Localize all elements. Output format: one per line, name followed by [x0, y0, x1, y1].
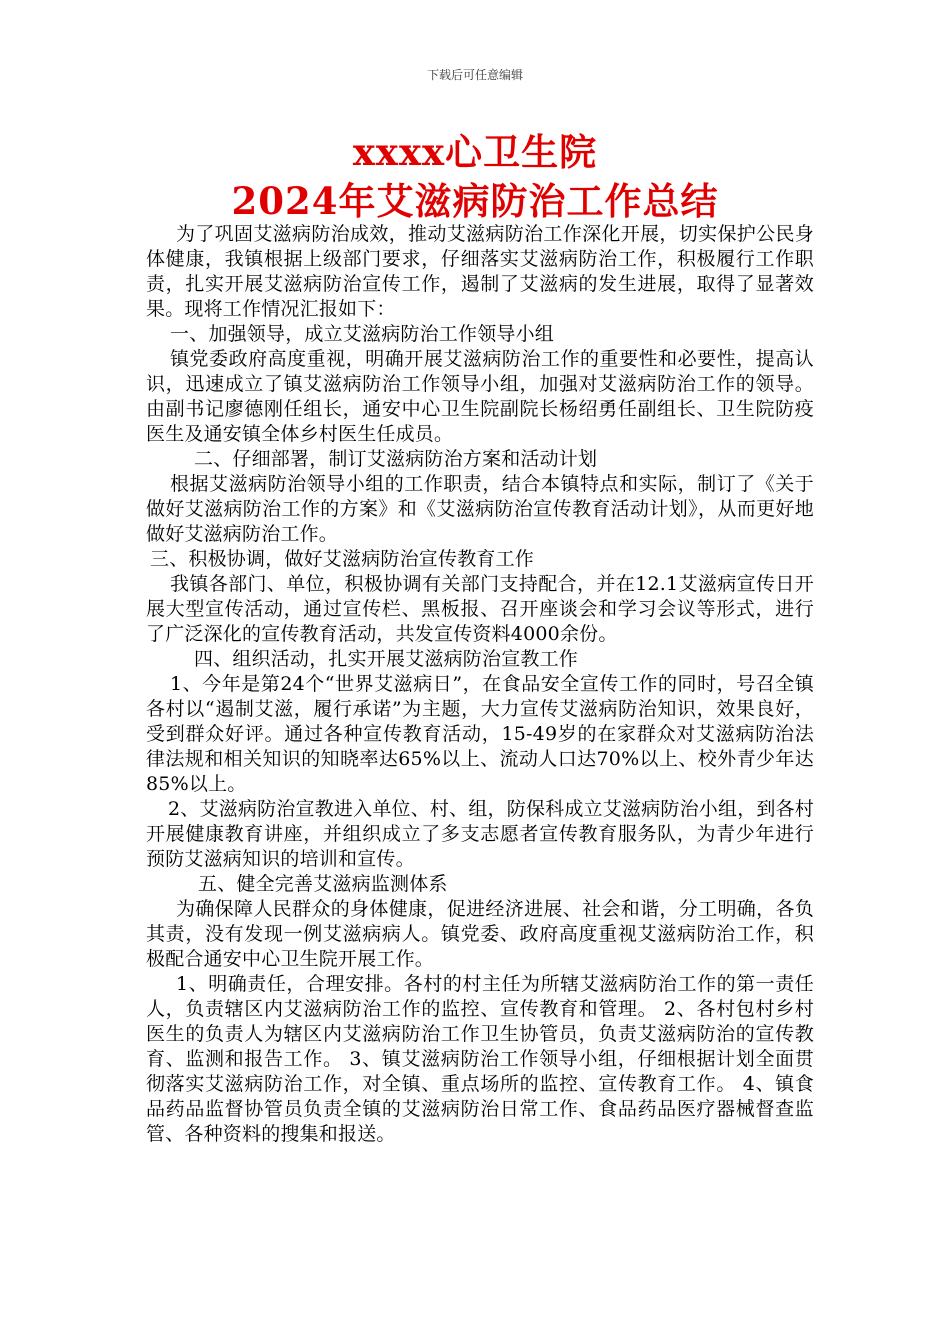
section-heading-3: 三、积极协调，做好艾滋病防治宣传教育工作: [150, 548, 535, 570]
section-heading-5: 五、健全完善艾滋病监测体系: [198, 873, 448, 895]
document-title-line2: 2024年艾滋病防治工作总结: [231, 179, 719, 223]
document-body: [146, 222, 814, 1147]
header-note: 下载后可任意编辑: [426, 68, 523, 82]
section-paragraph-1: 镇党委政府高度重视，明确开展艾滋病防治工作的重要性和必要性，提高认识，迅速成立了镇艾滋病防治工作领导小组，加强对艾滋病防治工作的领导。由副书记廖德刚任组长，通安中心卫生院副院长杨绍勇任副组长、卫生院防疫医生及通安镇全体乡村医生任成员。: [146, 348, 814, 445]
section-paragraph-3: 我镇各部门、单位，积极协调有关部门支持配合，并在12.1艾滋病宣传日开展大型宣传活动，通过宣传栏、黑板报、召开座谈会和学习会议等形式，进行了广泛深化的宣传教育活动，共发宣传资料4000余份。: [146, 573, 814, 645]
section-heading-1: 一、加强领导，成立艾滋病防治工作领导小组: [170, 323, 555, 345]
document-title-line1: xxxx心卫生院: [352, 130, 598, 174]
section-paragraph-4-item-2: 2、艾滋病防治宣教进入单位、村、组，防保科成立艾滋病防治小组，到各村开展健康教育讲座，并组织成立了多支志愿者宣传教育服务队，为青少年进行预防艾滋病知识的培训和宣传。: [146, 798, 814, 870]
section-heading-2: 二、仔细部署，制订艾滋病防治方案和活动计划: [194, 448, 598, 470]
section-paragraph-5: 为确保障人民群众的身体健康，促进经济进展、社会和谐，分工明确，各负其责，没有发现一例艾滋病病人。镇党委、政府高度重视艾滋病防治工作，积极配合通安中心卫生院开展工作。: [146, 898, 814, 970]
intro-paragraph: 为了巩固艾滋病防治成效，推动艾滋病防治工作深化开展，切实保护公民身体健康，我镇根据上级部门要求，仔细落实艾滋病防治工作，积极履行工作职责，扎实开展艾滋病防治宣传工作，遏制了艾滋病的发生进展，取得了显著效果。现将工作情况汇报如下：: [146, 223, 814, 320]
section-paragraph-2: 根据艾滋病防治领导小组的工作职责，结合本镇特点和实际，制订了《关于做好艾滋病防治工作的方案》和《艾滋病防治宣传教育活动计划》，从而更好地做好艾滋病防治工作。: [146, 473, 814, 545]
section-paragraph-4-item-1: 1、今年是第24个“世界艾滋病日”，在食品安全宣传工作的同时，号召全镇各村以“遏制艾滋，履行承诺”为主题，大力宣传艾滋病防治知识，效果良好，受到群众好评。通过各种宣传教育活动，15-49岁的在家群众对艾滋病防治法律法规和相关知识的知晓率达65%以上、流动人口达70%以上、校外青少年达85%以上。: [146, 673, 814, 795]
section-heading-4: 四、组织活动，扎实开展艾滋病防治宣教工作: [194, 648, 579, 670]
section-paragraph-5-items: 1、明确责任，合理安排。各村的村主任为所辖艾滋病防治工作的第一责任人，负责辖区内艾滋病防治工作的监控、宣传教育和管理。 2、各村包村乡村医生的负责人为辖区内艾滋病防治工作卫生协管员，负责艾滋病防治的宣传教育、监测和报告工作。 3、镇艾滋病防治工作领导小组，仔细根据计划全面贯彻落实艾滋病防治工作，对全镇、重点场所的监控、宣传教育工作。 4、镇食品药品监督协管员负责全镇的艾滋病防治日常工作、食品药品医疗器械督查监管、各种资料的搜集和报送。: [146, 973, 814, 1145]
